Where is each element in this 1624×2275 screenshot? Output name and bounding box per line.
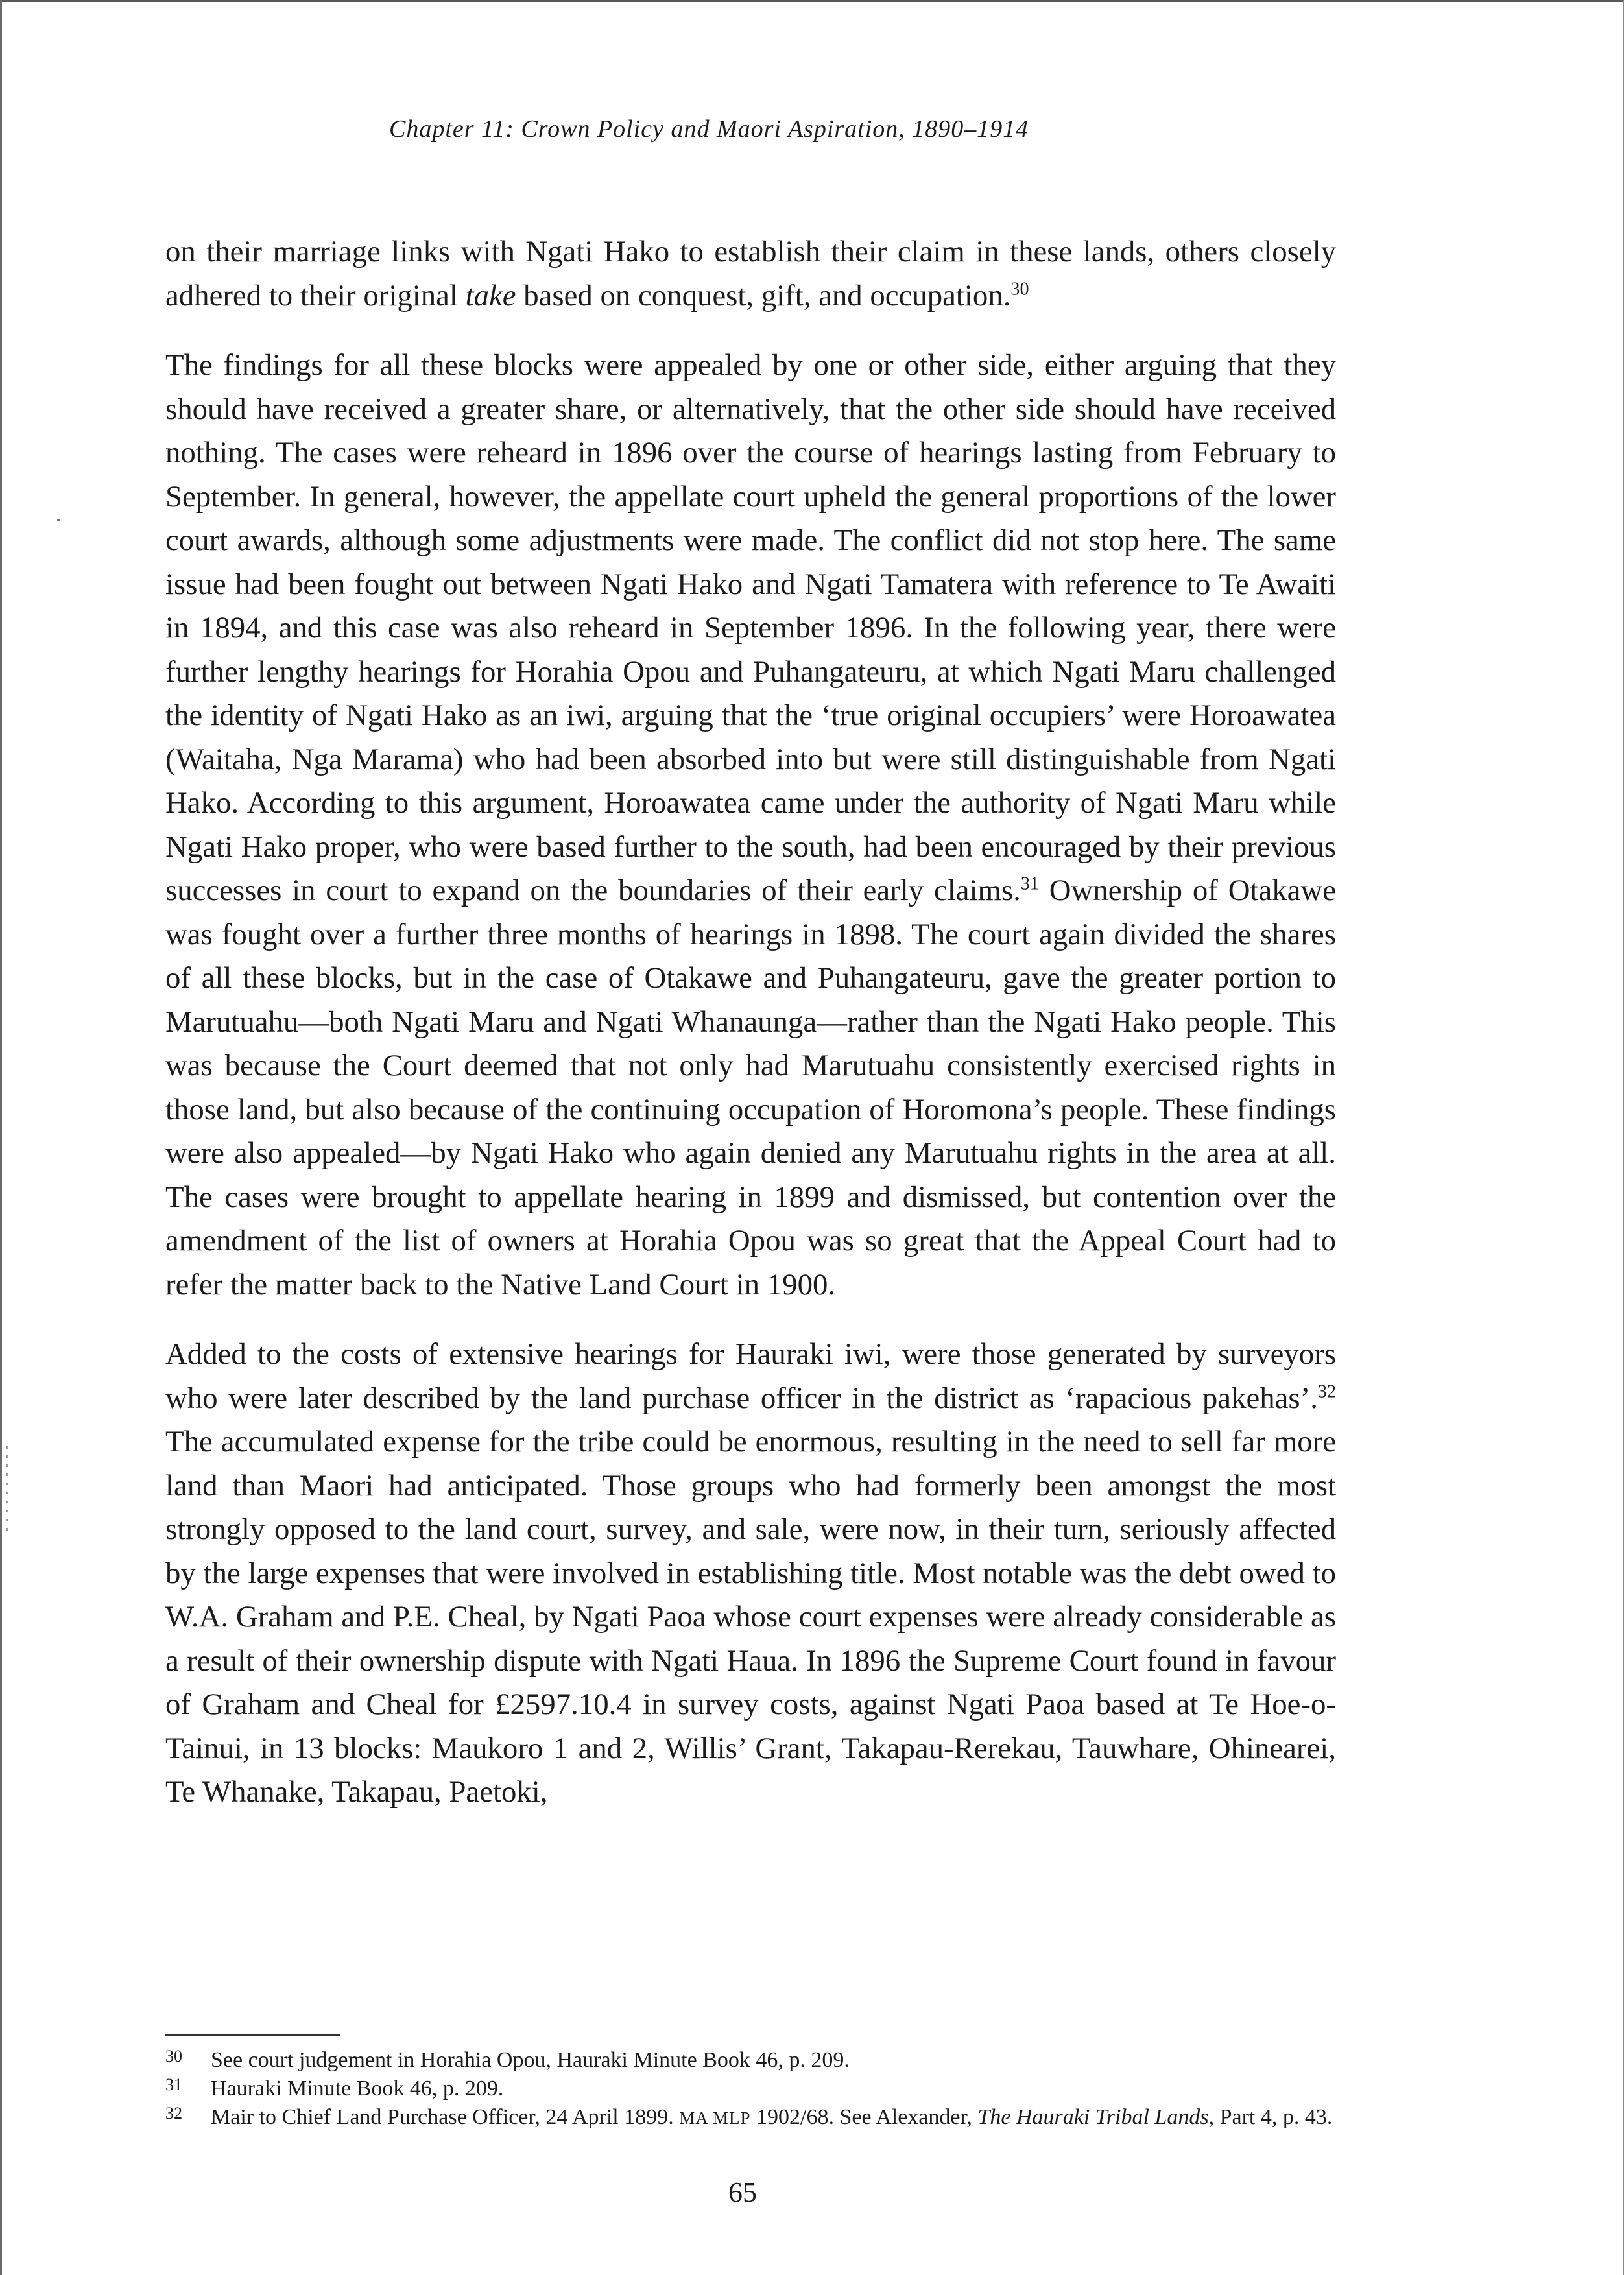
footnote-text-part: Mair to Chief Land Purchase Officer, 24 April 1899. bbox=[211, 2105, 680, 2129]
footnote-ref-30[interactable]: 30 bbox=[1010, 278, 1029, 299]
footnote-text-part: , Part 4, p. 43. bbox=[1208, 2105, 1333, 2129]
paragraph-3-text: Added to the costs of extensive hearings for Hauraki iwi, were those generated by surveyors who were later described by the land purchase officer in the district as ‘rapacious pakehas’. bbox=[165, 1337, 1336, 1415]
footnote-31 bbox=[165, 2075, 1336, 2103]
scan-gutter-marks bbox=[6, 1446, 8, 1537]
italic-term: take bbox=[465, 278, 516, 313]
paragraph-1 bbox=[165, 230, 1336, 318]
running-head: Chapter 11: Crown Policy and Maori Aspiration, 1890–1914 bbox=[389, 115, 1029, 143]
footnote-text: Hauraki Minute Book 46, p. 209. bbox=[211, 2077, 504, 2101]
paragraph-2 bbox=[165, 344, 1336, 1307]
paragraph-2-text: The findings for all these blocks were appealed by one or other side, either arguing that they should have received a greater share, or alternatively, that the other side should have received nothing. The cases were reheard in 1896 over the course of hearings lasting from February to September. In general, however, the appellate court upheld the general proportions of the lower court awards, although some adjustments were made. The conflict did not stop here. The same issue had been fought out between Ngati Hako and Ngati Tamatera with reference to Te Awaiti in 1894, and this case was also reheard in September 1896. In the following year, there were further lengthy hearings for Horahia Opou and Puhangateuru, at which Ngati Maru challenged the identity of Ngati Hako as an iwi, arguing that the ‘true original occupiers’ were Horoawatea (Waitaha, Nga Marama) who had been absorbed into but were still distinguishable from Ngati Hako. According to this argument, Horoawatea came under the authority of Ngati Maru while Ngati Hako proper, who were based further to the south, had been encouraged by their previous successes in court to expand on the boundaries of their early claims. bbox=[165, 348, 1336, 907]
paragraph-1-text: on their marriage links with Ngati Hako to establish their claim in these lands, others closely adhered to their original bbox=[165, 235, 1336, 313]
footnote-text-part: 1902/68. See Alexander, bbox=[750, 2105, 978, 2129]
footnote-number: 32 bbox=[165, 2104, 182, 2123]
scan-speck bbox=[57, 519, 60, 521]
scan-border-top bbox=[0, 0, 1624, 2]
footnote-text: See court judgement in Horahia Opou, Hauraki Minute Book 46, p. 209. bbox=[211, 2048, 850, 2072]
footnotes bbox=[165, 2046, 1336, 2132]
footnote-30 bbox=[165, 2046, 1336, 2075]
paragraph-3 bbox=[165, 1333, 1336, 1815]
body-text bbox=[165, 230, 1336, 1840]
footnote-rule bbox=[165, 2034, 340, 2036]
paragraph-2-text-end: Ownership of Otakawe was fought over a further three months of hearings in 1898. The court again divided the shares of all these blocks, but in the case of Otakawe and Puhangateuru, gave the greater portion to Marutuahu—both Ngati Maru and Ngati Whanaunga—rather than the Ngati Hako people. This was because the Court deemed that not only had Marutuahu consistently exercised rights in those land, but also because of the continuing occupation of Horomona’s people. These findings were also appealed—by Ngati Hako who again denied any Marutuahu rights in the area at all. The cases were brought to appellate hearing in 1899 and dismissed, but contention over the amendment of the list of owners at Horahia Opou was so great that the Appeal Court had to refer the matter back to the Native Land Court in 1900. bbox=[165, 874, 1336, 1302]
scan-border-left bbox=[0, 0, 2, 2275]
page-number: 65 bbox=[728, 2176, 757, 2208]
paragraph-1-text-end: based on conquest, gift, and occupation. bbox=[516, 278, 1011, 313]
paragraph-3-text-end: The accumulated expense for the tribe could be enormous, resulting in the need to sell far more land than Maori had anticipated. Those groups who had formerly been amongst the most strongly opposed to the land court, survey, and sale, were now, in their turn, seriously affected by the large expenses that were involved in establishing title. Most notable was the debt owed to W.A. Graham and P.E. Cheal, by Ngati Paoa whose court expenses were already considerable as a result of their ownership dispute with Ngati Haua. In 1896 the Supreme Court found in favour of Graham and Cheal for £2597.10.4 in survey costs, against Ngati Paoa based at Te Hoe-o-Tainui, in 13 blocks: Maukoro 1 and 2, Willis’ Grant, Takapau-Rerekau, Tauwhare, Ohinearei, Te Whanake, Takapau, Paetoki, bbox=[165, 1425, 1336, 1809]
footnote-text bbox=[211, 2103, 1336, 2132]
archive-reference: MA MLP bbox=[679, 2108, 751, 2128]
footnote-number: 30 bbox=[165, 2047, 182, 2066]
cited-title: The Hauraki Tribal Lands bbox=[977, 2105, 1209, 2129]
footnote-32 bbox=[165, 2103, 1336, 2132]
footnote-ref-31[interactable]: 31 bbox=[1020, 874, 1039, 894]
footnote-ref-32[interactable]: 32 bbox=[1317, 1381, 1336, 1401]
footnote-number: 31 bbox=[165, 2075, 182, 2094]
